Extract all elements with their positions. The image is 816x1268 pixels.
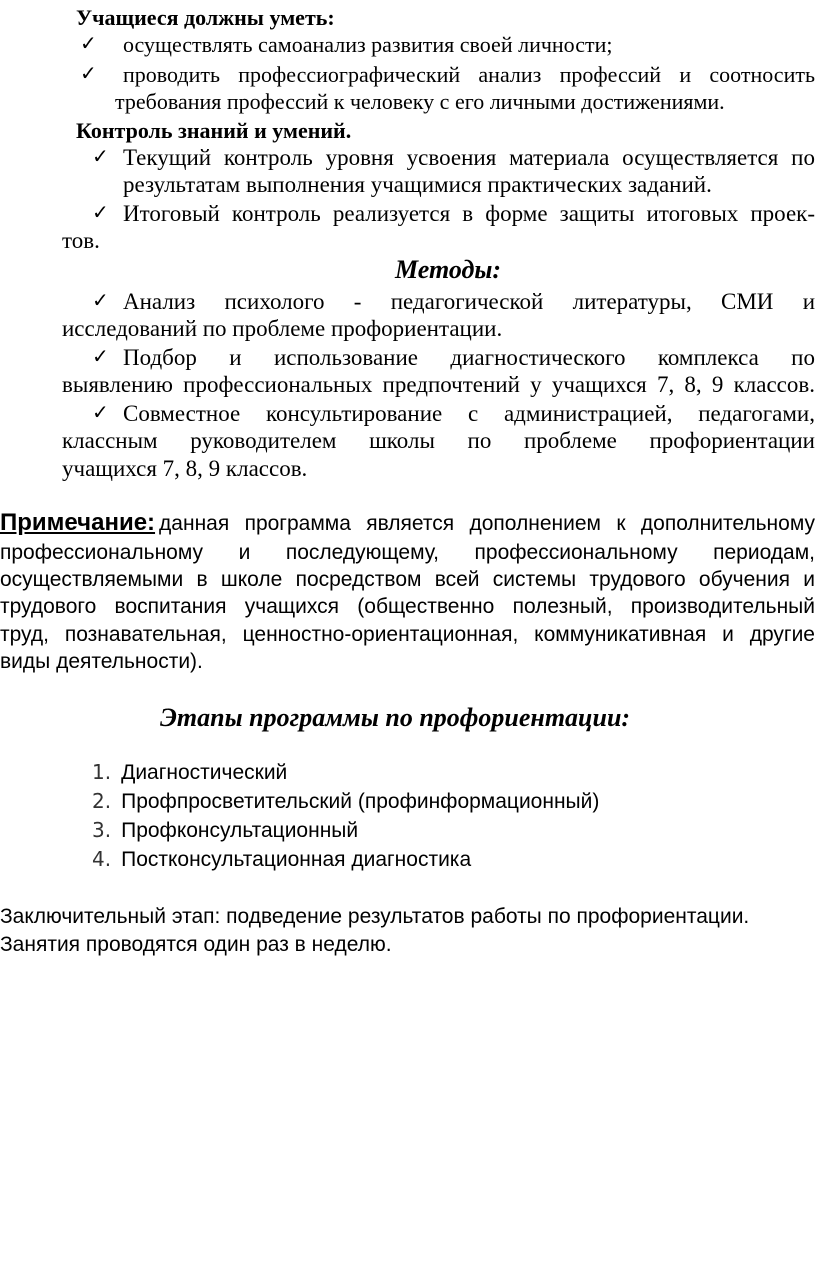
note-text-4: трудового воспитания учащихся (общественно полезный, производительный [0,595,815,618]
checkmark-icon: ✓ [92,200,109,224]
skills-item-1: осуществлять самоанализ развития своей личности; [123,32,613,57]
checkmark-icon: ✓ [80,31,97,55]
control-heading: Контроль знаний и умений. [76,118,352,143]
stage-text: Диагностический [121,761,288,784]
stages-title: Этапы программы по профориентации: [160,703,631,732]
methods-item-2-line-2: выявлению профессиональных предпочтений у учащихся 7, 8, 9 классов. [62,372,815,397]
note-text-1: данная программа является дополнением к дополнительному [159,512,815,535]
note-text-3: осуществляемыми в школе посредством всей системы трудового обучения и [0,568,815,591]
skills-item-2: проводить профессиографический анализ профессий и соотносить [123,62,815,87]
stage-number: 3. [92,818,112,842]
control-item-1-line-2: результатам выполнения учащимися практических заданий. [123,172,712,197]
note-text-2: профессиональному и последующему, профессиональному периодам, [0,541,815,564]
note-text-6: виды деятельности). [0,650,203,673]
footer-line-2: Занятия проводятся один раз в неделю. [0,933,392,956]
control-item-2-line-1: Итоговый контроль реализуется в форме защиты итоговых проек- [123,201,815,226]
stage-text: Профконсультационный [121,819,359,842]
methods-item-3-line-2: классным руководителем школы по проблеме профориентации [62,428,815,453]
stage-item-1 [92,760,287,786]
note-label: Примечание: [0,509,156,536]
skills-item-2-cont: требования профессий к человеку с его личными достижениями. [115,89,725,114]
control-item-2-line-2: тов. [62,228,100,253]
note-line-1 [0,509,815,537]
footer-line-1: Заключительный этап: подведение результатов работы по профориентации. [0,905,750,928]
methods-title: Методы: [395,255,502,284]
checkmark-icon: ✓ [80,61,97,85]
stage-number: 4. [92,847,112,871]
methods-item-2-line-1: Подбор и использование диагностического комплекса по [123,345,815,370]
checkmark-icon: ✓ [92,344,109,368]
skills-heading: Учащиеся должны уметь: [76,5,335,30]
checkmark-icon: ✓ [92,400,109,424]
stage-text: Постконсультационная диагностика [121,848,472,871]
checkmark-icon: ✓ [92,144,109,168]
stage-text: Профпросветительский (профинформационный) [121,790,600,813]
control-item-1-line-1: Текущий контроль уровня усвоения материала осуществляется по [123,145,815,170]
stage-item-2 [92,789,599,815]
stage-item-3 [92,818,358,844]
stage-number: 2. [92,789,112,813]
stage-number: 1. [92,760,112,784]
note-text-5: труд, познавательная, ценностно-ориентационная, коммуникативная и другие [0,623,815,646]
stage-item-4 [92,847,471,873]
checkmark-icon: ✓ [92,288,109,312]
methods-item-3-line-3: учащихся 7, 8, 9 классов. [62,456,308,481]
methods-item-3-line-1: Совместное консультирование с администрацией, педагогами, [123,401,815,426]
methods-item-1-line-1: Анализ психолого - педагогической литературы, СМИ и [123,289,815,314]
methods-item-1-line-2: исследований по проблеме профориентации. [62,316,503,341]
